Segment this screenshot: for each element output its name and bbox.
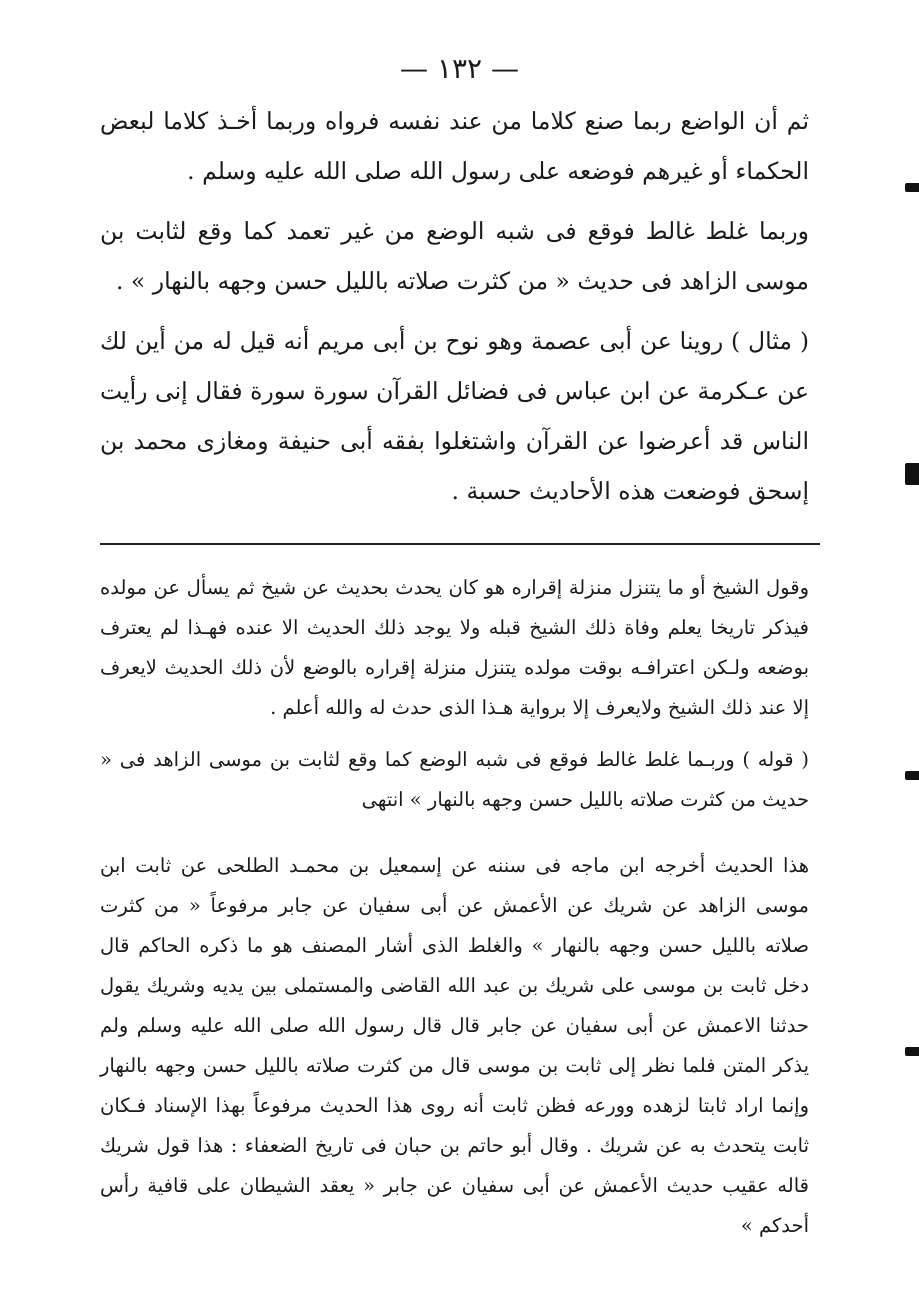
main-text (100, 96, 809, 526)
footnotes (100, 568, 809, 1258)
scan-edge-mark (905, 183, 919, 192)
scan-edge-mark (905, 1047, 919, 1056)
footnote-paragraph: ( قوله ) وربـما غلط غالط فوقع فى شبه الوضع كما وقع لثابت بن موسى الزاهد فى « حديث من كثرت صلاته بالليل حسن وجهه بالنهار » انتهى (100, 748, 809, 811)
page-number: — ١٣٢ — (400, 52, 519, 85)
footnote-paragraph: وقول الشيخ أو ما يتنزل منزلة إقراره هو كان يحدث بحديث عن شيخ ثم يسأل عن مولده فيذكر تاريخا يعلم وفاة ذلك الشيخ قبله ولا يوجد ذلك الحديث الا عنده فهـذا لم يعترف بوضعه ولـكن اعترافـه بوقت مولده يتنزل منزلة إقراره بالوضع لأن ذلك الحديث لايعرف إلا عند ذلك الشيخ ولايعرف إلا برواية هـذا الذى حدث له والله أعلم . (100, 576, 809, 719)
main-paragraph: ثم أن الواضع ربما صنع كلاما من عند نفسه فرواه وربما أخـذ كلاما لبعض الحكماء أو غيرهم فوضعه على رسول الله صلى الله عليه وسلم . (100, 107, 809, 185)
footnote-paragraph: هذا الحديث أخرجه ابن ماجه فى سننه عن إسمعيل بن محمـد الطلحى عن ثابت ابن موسى الزاهد عن شريك عن الأعمش عن أبى سفيان عن جابر مرفوعاً « من كثرت صلاته بالليل حسن وجهه بالنهار » والغلط الذى أشار المصنف هو ما ذكره الحاكم قال دخل ثابت بن موسى على شريك بن عبد الله القاضى والمستملى بين يديه وشريك يقول حدثنا الاعمش عن أبى سفيان عن جابر قال قال رسول الله صلى الله عليه وسلم ولم يذكر المتن فلما نظر إلى ثابت بن موسى قال من كثرت صلاته بالليل حسن وجهه بالنهار وإنما اراد ثابتا لزهده وورعه فظن ثابت أنه روى هذا الحديث مرفوعاً بهذا الإسناد فـكان ثابت يتحدث به عن شريك . وقال أبو حاتم بن حبان فى تاريخ الضعفاء : هذا قول شريك قاله عقيب حديث الأعمش عن أبى سفيان عن جابر « يعقد الشيطان على قافية رأس أحدكم » (100, 854, 809, 1237)
main-paragraph: ( مثال ) روينا عن أبى عصمة وهو نوح بن أبى مريم أنه قيل له من أين لك عن عـكرمة عن ابن عباس فى فضائل القرآن سورة سورة فقال إنى رأيت الناس قد أعرضوا عن القرآن واشتغلوا بفقه أبى حنيفة ومغازى محمد بن إسحق فوضعت هذه الأحاديث حسبة . (100, 327, 809, 505)
footnote-divider (100, 543, 820, 545)
scan-edge-mark (905, 463, 919, 485)
main-paragraph: وربما غلط غالط فوقع فى شبه الوضع من غير تعمد كما وقع لثابت بن موسى الزاهد فى حديث « من كثرت صلاته بالليل حسن وجهه بالنهار » . (100, 217, 809, 295)
scan-edge-mark (905, 771, 919, 780)
